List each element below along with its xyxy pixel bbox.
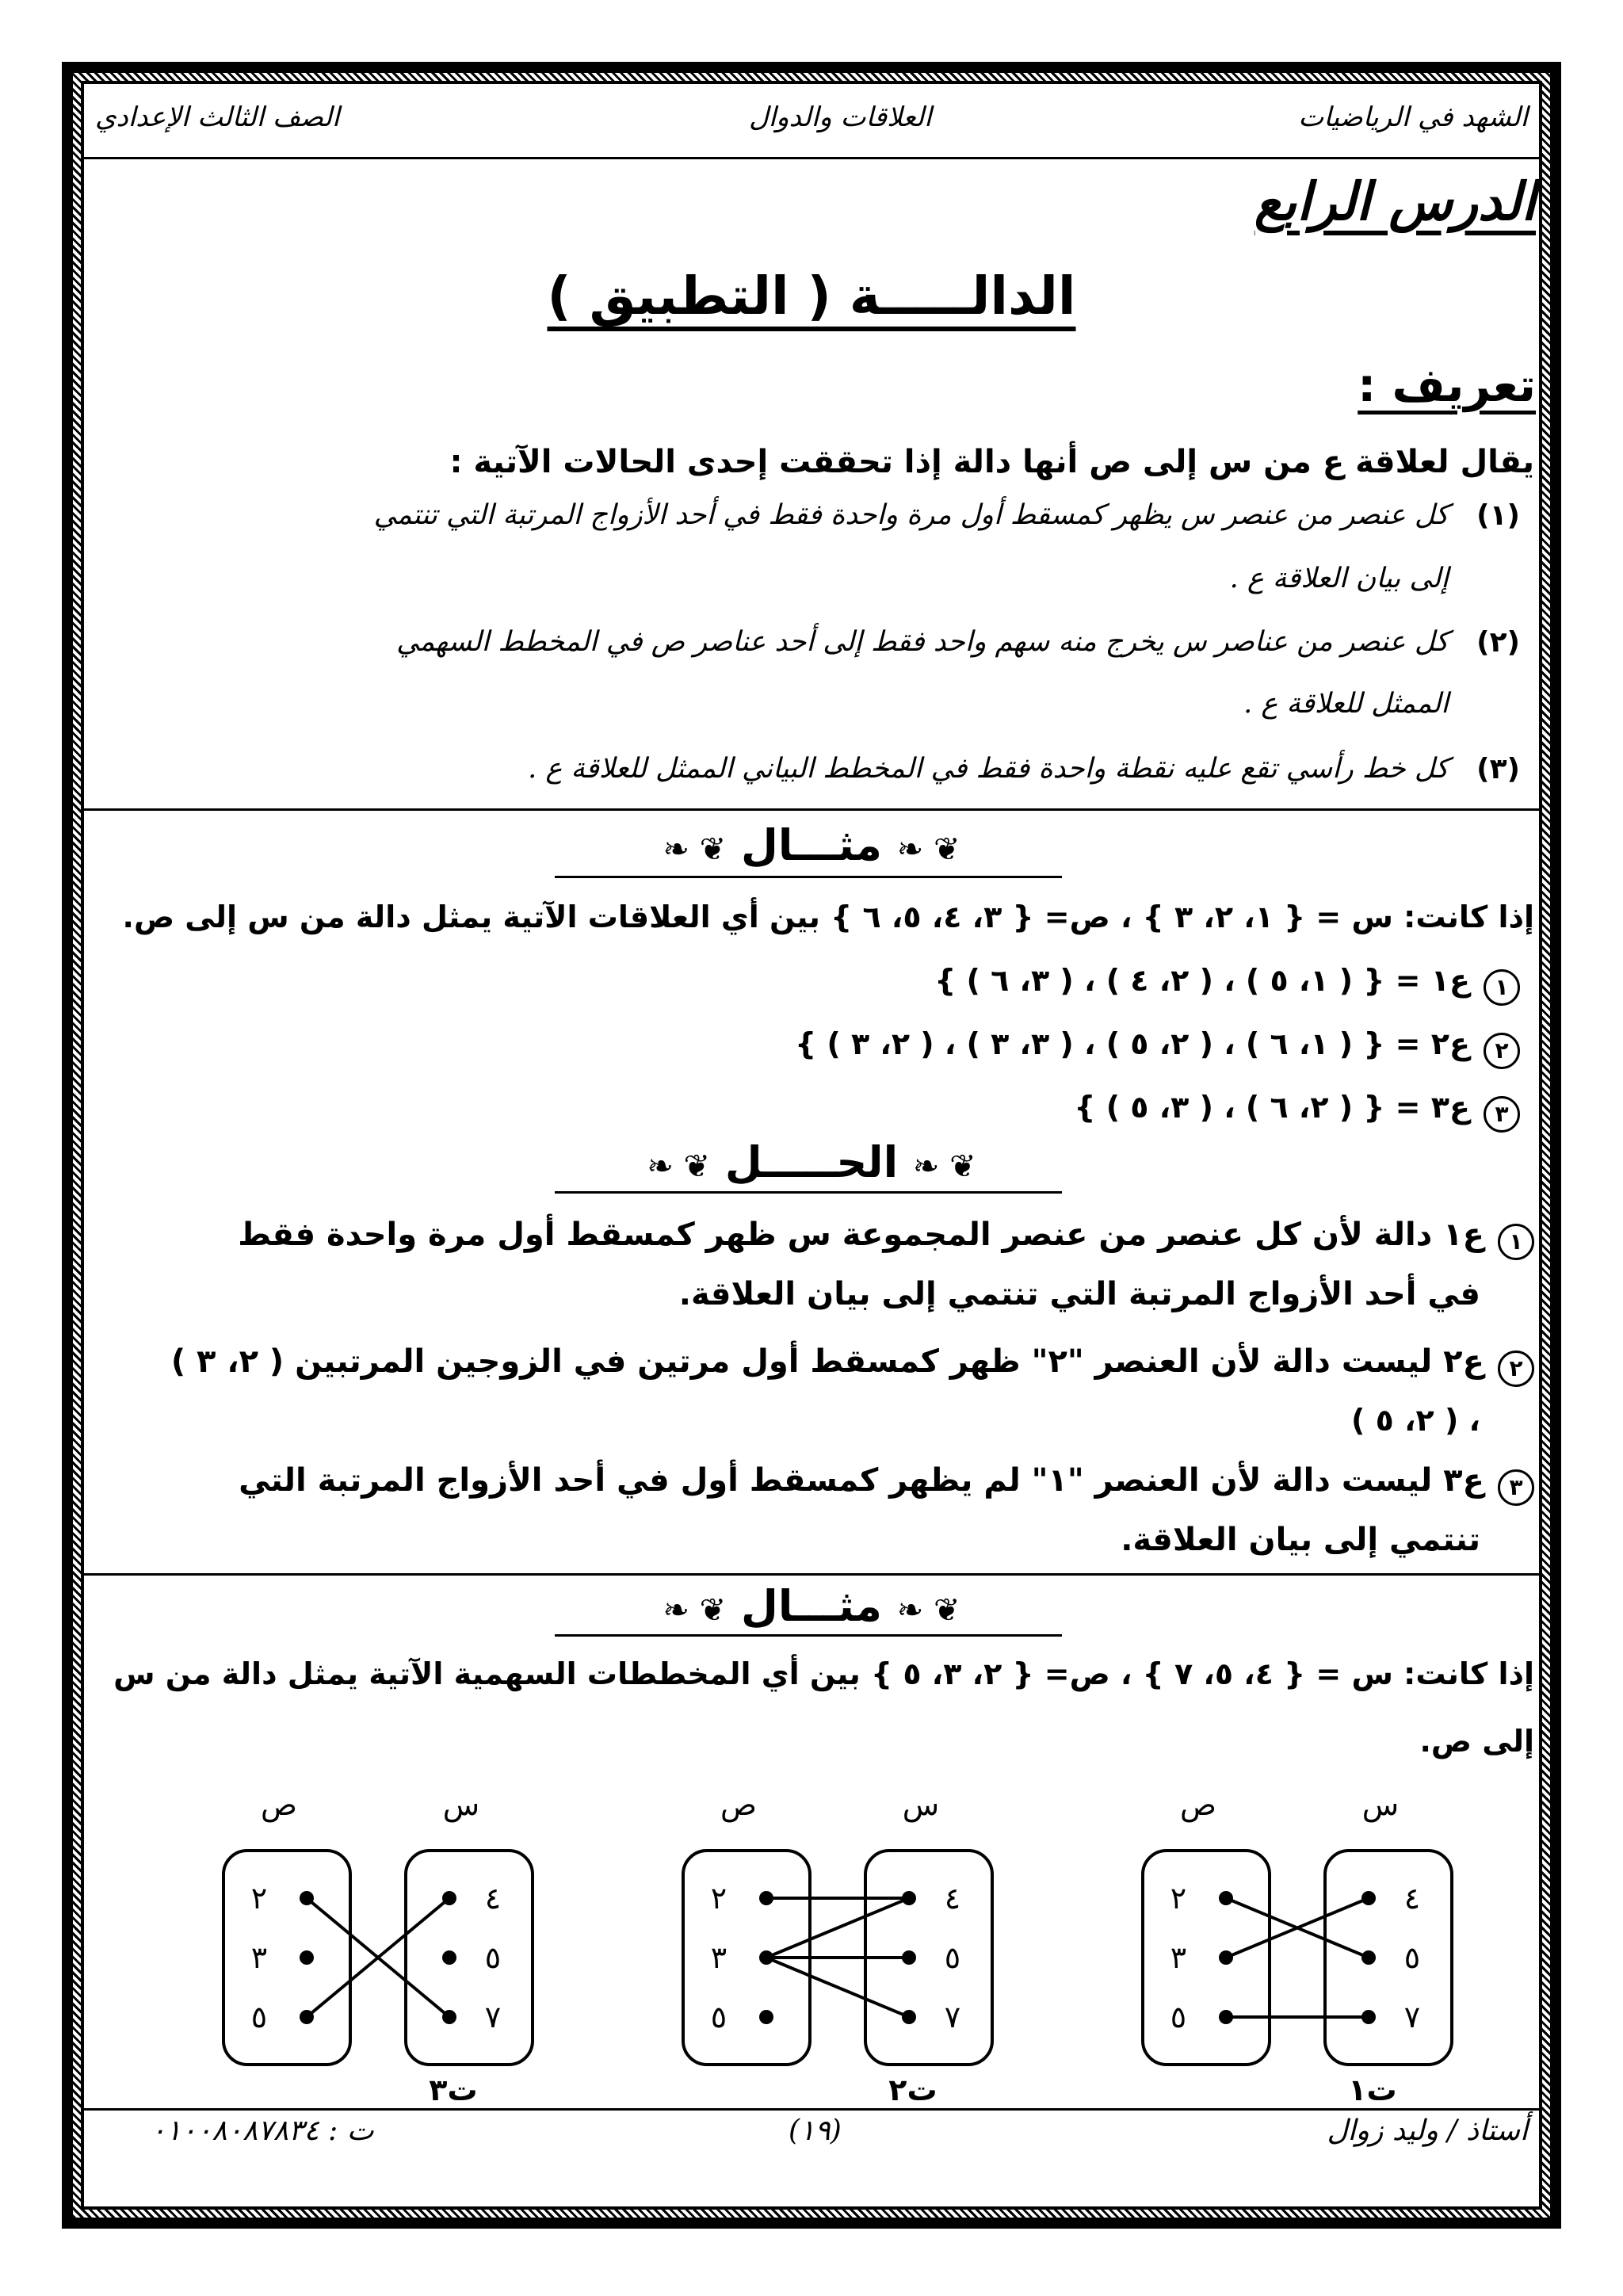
solution-item [238, 1217, 1534, 1260]
heading-underline [555, 876, 1062, 878]
ornament-icon: ❦ ❧ [912, 1148, 976, 1185]
header-divider [81, 157, 1542, 159]
ornament-icon: ❦ ❧ [663, 831, 727, 868]
ornament-icon: ❦ ❧ [896, 1592, 960, 1629]
footer-teacher: أستاذ / وليد زوال [1327, 2115, 1528, 2147]
main-title: الدالـــــة ( التطبيق ) [547, 266, 1076, 327]
footer-phone: ت : ٠١٠٠٨٠٨٧٨٣٤ [151, 2115, 374, 2147]
relation-item [1074, 1090, 1520, 1133]
set-element: ٣ [1170, 1940, 1187, 1975]
set-element: ٥ [944, 1940, 961, 1975]
mapping-arrow [766, 1898, 909, 1958]
case-number: (٢) [1476, 626, 1520, 659]
example-heading-text: مثـــال [741, 1581, 882, 1631]
example2-question: إذا كانت: س = { ٤، ٥، ٧ } ، ص= { ٢، ٣، ٥ } بين أي المخططات السهمية الآتية يمثل دالة من س [113, 1656, 1534, 1691]
set-y-oval [223, 1851, 350, 2065]
ornament-icon: ❦ ❧ [663, 1592, 727, 1629]
header-chapter: العلاقات والدوال [749, 101, 932, 133]
case-text: كل خط رأسي تقع عليه نقطة واحدة فقط في المخطط البياني الممثل للعلاقة ع . [528, 753, 1449, 785]
definition-title: تعريف : [1358, 358, 1536, 412]
set-x-label: س [902, 1787, 940, 1822]
solution-item [239, 1462, 1534, 1506]
set-x-oval [1325, 1851, 1452, 2065]
set-element: ٥ [1170, 2000, 1187, 2034]
section-divider [81, 808, 1542, 811]
set-element: ٥ [710, 2000, 727, 2034]
set-element: ٧ [1403, 2000, 1421, 2034]
set-x-oval [406, 1851, 533, 2065]
set-element: ٤ [944, 1881, 961, 1916]
set-x-label: س [442, 1787, 480, 1822]
mapping-arrow [766, 1958, 909, 2017]
footer-page-number: (١٩) [789, 2115, 842, 2147]
item-number: ١ [1484, 969, 1520, 1006]
solution-heading [0, 1137, 1623, 1187]
heading-underline [555, 1191, 1062, 1194]
arrow-diagrams [81, 1775, 1542, 2116]
ornament-icon: ❦ ❧ [647, 1148, 711, 1185]
set-x-label: س [1361, 1787, 1400, 1822]
example2-question: إلى ص. [1419, 1724, 1534, 1759]
set-element: ٥ [250, 2000, 268, 2034]
section-divider [81, 1573, 1542, 1576]
solution-text: ع٢ ليست دالة لأن العنصر "٢" ظهر كمسقط أول مرتين في الزوجين المرتبين ( ٢، ٣ ) [170, 1343, 1484, 1380]
example-heading [0, 1581, 1623, 1631]
element-dot [300, 1950, 314, 1965]
diagram-label: ت٢ [888, 2073, 938, 2107]
solution-text: ، ( ٢، ٥ ) [1351, 1403, 1480, 1438]
item-number: ٢ [1498, 1350, 1534, 1387]
solution-text: في أحد الأزواج المرتبة التي تنتمي إلى بيان العلاقة. [678, 1276, 1480, 1312]
relation-item [795, 1026, 1520, 1069]
definition-intro: يقال لعلاقة ع من س إلى ص أنها دالة إذا تحققت إحدى الحالات الآتية : [449, 444, 1534, 480]
item-number: ٢ [1484, 1033, 1520, 1069]
solution-heading-text: الحـــــل [724, 1137, 899, 1187]
set-element: ٣ [250, 1940, 268, 1975]
case-text: إلى بيان العلاقة ع . [1229, 563, 1449, 594]
set-element: ٣ [710, 1940, 727, 1975]
set-element: ٢ [250, 1881, 268, 1916]
set-y-label: ص [1180, 1787, 1216, 1822]
lesson-title: الدرس الرابع [1254, 170, 1536, 232]
header-grade: الصف الثالث الإعدادي [95, 101, 340, 133]
diagram-label: ت٣ [429, 2073, 478, 2107]
solution-text: ع٣ ليست دالة لأن العنصر "١" لم يظهر كمسقط أول في أحد الأزواج المرتبة التي [239, 1462, 1484, 1499]
solution-text: تنتمي إلى بيان العلاقة. [1121, 1522, 1480, 1558]
header-subject: الشهد في الرياضيات [1298, 101, 1528, 133]
set-element: ٧ [944, 2000, 961, 2034]
set-element: ٢ [1170, 1881, 1187, 1916]
example-heading-text: مثـــال [741, 820, 882, 870]
element-dot [442, 1950, 456, 1965]
set-element: ٧ [484, 2000, 502, 2034]
relation-text: ع٣ = { ( ٢، ٦ ) ، ( ٣، ٥ ) } [1074, 1090, 1470, 1125]
set-element: ٥ [484, 1940, 502, 1975]
example-heading [0, 820, 1623, 870]
footer-divider [81, 2108, 1542, 2111]
set-y-label: ص [261, 1787, 297, 1822]
relation-text: ع١ = { ( ١، ٥ ) ، ( ٢، ٤ ) ، ( ٣، ٦ ) } [934, 963, 1470, 998]
heading-underline [555, 1634, 1062, 1637]
set-element: ٤ [484, 1881, 502, 1916]
case-text: كل عنصر من عنصر س يظهر كمسقط أول مرة واحدة فقط في أحد الأزواج المرتبة التي تنتمي [373, 499, 1449, 531]
example1-question: إذا كانت: س = { ١، ٢، ٣ } ، ص= { ٣، ٤، ٥، ٦ } بين أي العلاقات الآتية يمثل دالة من س إلى ص. [122, 900, 1534, 934]
set-element: ٥ [1403, 1940, 1421, 1975]
solution-text: ع١ دالة لأن كل عنصر من عنصر المجموعة س ظهر كمسقط أول مرة واحدة فقط [238, 1217, 1484, 1253]
element-dot [759, 2010, 773, 2024]
set-y-label: ص [720, 1787, 757, 1822]
case-number: (١) [1476, 499, 1520, 532]
item-number: ٣ [1484, 1096, 1520, 1133]
item-number: ٣ [1498, 1469, 1534, 1506]
diagram-label: ت١ [1348, 2073, 1397, 2107]
solution-item [171, 1343, 1534, 1387]
set-y-oval [1143, 1851, 1270, 2065]
set-element: ٢ [710, 1881, 727, 1916]
set-element: ٤ [1403, 1881, 1421, 1916]
relation-text: ع٢ = { ( ١، ٦ ) ، ( ٢، ٥ ) ، ( ٣، ٣ ) ، ( ٢، ٣ ) } [795, 1026, 1470, 1061]
ornament-icon: ❦ ❧ [896, 831, 960, 868]
case-text: الممثل للعلاقة ع . [1243, 688, 1449, 720]
case-text: كل عنصر من عناصر س يخرج منه سهم واحد فقط إلى أحد عناصر ص في المخطط السهمي [396, 626, 1449, 658]
case-number: (٣) [1476, 753, 1520, 785]
item-number: ١ [1498, 1224, 1534, 1260]
relation-item [934, 963, 1520, 1006]
